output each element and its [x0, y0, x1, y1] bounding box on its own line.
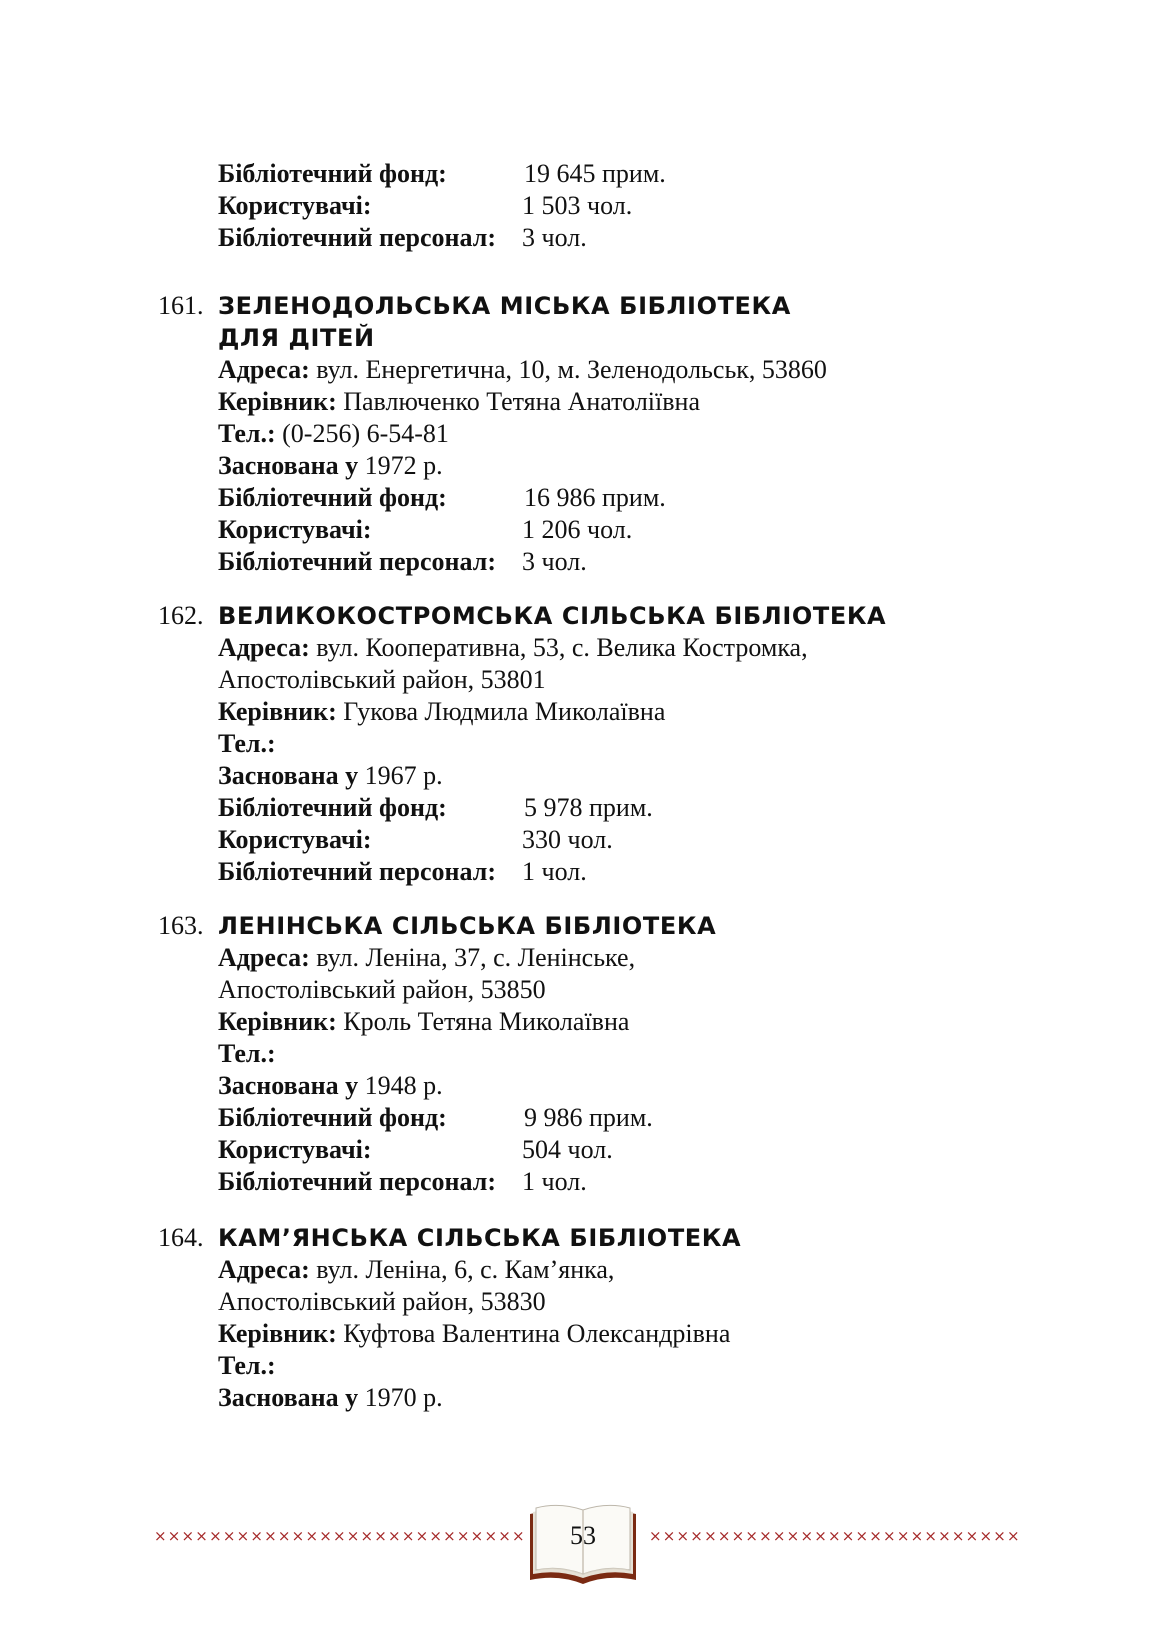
- head-line: [218, 1006, 998, 1038]
- fund-value: 16 986 прим.: [524, 483, 666, 512]
- founded-label: Заснована у: [218, 761, 359, 790]
- address-line: [218, 354, 998, 386]
- address-value: вул. Енергетична, 10, м. Зеленодольськ, 53860: [316, 355, 827, 384]
- users-value: 504 чол.: [522, 1135, 613, 1164]
- users-label: Користувачі:: [218, 1135, 372, 1164]
- staff-row: [218, 856, 998, 888]
- founded-line: [218, 1382, 998, 1414]
- page-footer: [0, 1500, 1164, 1590]
- head-label: Керівник:: [218, 1007, 337, 1036]
- entry-title: ВЕЛИКОКОСТРОМСЬКА СІЛЬСЬКА БІБЛІОТЕКА: [218, 602, 887, 630]
- founded-value: 1970 р.: [364, 1383, 443, 1412]
- founded-line: [218, 1070, 998, 1102]
- tel-line: [218, 728, 998, 760]
- address-line: [218, 1254, 998, 1286]
- tel-label: Тел.:: [218, 1039, 276, 1068]
- users-row: [218, 824, 998, 856]
- head-line: [218, 386, 998, 418]
- entry-title: ЛЕНІНСЬКА СІЛЬСЬКА БІБЛІОТЕКА: [218, 912, 717, 940]
- founded-label: Заснована у: [218, 1071, 359, 1100]
- staff-label: Бібліотечний персонал:: [218, 857, 496, 886]
- address-line: [218, 632, 998, 664]
- fund-label: Бібліотечний фонд:: [218, 483, 447, 512]
- tel-label: Тел.:: [218, 419, 276, 448]
- staff-row: [218, 546, 998, 578]
- staff-row: [218, 1166, 998, 1198]
- entry-title: ЗЕЛЕНОДОЛЬСЬКА МІСЬКА БІБЛІОТЕКА: [218, 292, 791, 320]
- address-line2: Апостолівський район, 53850: [218, 975, 546, 1004]
- users-value: 1 503 чол.: [522, 191, 633, 220]
- users-row: [218, 1134, 998, 1166]
- users-value: 1 206 чол.: [522, 515, 633, 544]
- fund-label: Бібліотечний фонд:: [218, 159, 447, 188]
- tel-value: (0-256) 6-54-81: [282, 419, 449, 448]
- entry-title-line2: ДЛЯ ДІТЕЙ: [218, 324, 375, 352]
- head-label: Керівник:: [218, 387, 337, 416]
- head-value: Куфтова Валентина Олександрівна: [343, 1319, 731, 1348]
- founded-value: 1972 р.: [364, 451, 443, 480]
- entry-title: КАМ’ЯНСЬКА СІЛЬСЬКА БІБЛІОТЕКА: [218, 1224, 742, 1252]
- founded-line: [218, 760, 998, 792]
- tel-line: [218, 1350, 998, 1382]
- founded-value: 1948 р.: [364, 1071, 443, 1100]
- head-value: Павлюченко Тетяна Анатоліївна: [343, 387, 700, 416]
- address-value: вул. Леніна, 6, с. Кам’янка,: [316, 1255, 615, 1284]
- fund-label: Бібліотечний фонд:: [218, 1103, 447, 1132]
- founded-label: Заснована у: [218, 451, 359, 480]
- ornament-left: ×××××××××××××××××××××××××××: [154, 1527, 526, 1545]
- users-label: Користувачі:: [218, 191, 372, 220]
- founded-value: 1967 р.: [364, 761, 443, 790]
- fund-value: 19 645 прим.: [524, 159, 666, 188]
- founded-line: [218, 450, 998, 482]
- tel-line: [218, 1038, 998, 1070]
- address-value: вул. Леніна, 37, с. Ленінське,: [316, 943, 636, 972]
- head-line: [218, 696, 998, 728]
- fund-row: [218, 1102, 998, 1134]
- founded-label: Заснована у: [218, 1383, 359, 1412]
- head-value: Гукова Людмила Миколаївна: [343, 697, 666, 726]
- entry-number: 161.: [158, 291, 204, 320]
- staff-label: Бібліотечний персонал:: [218, 1167, 496, 1196]
- head-line: [218, 1318, 998, 1350]
- address-label: Адреса:: [218, 355, 310, 384]
- head-label: Керівник:: [218, 697, 337, 726]
- entry-number: 162.: [158, 601, 204, 630]
- staff-value: 1 чол.: [522, 857, 587, 886]
- address-line2: Апостолівський район, 53830: [218, 1287, 546, 1316]
- address-line: [218, 942, 998, 974]
- entry-number: 164.: [158, 1223, 204, 1252]
- tel-line: [218, 418, 998, 450]
- ornament-right: ×××××××××××××××××××××××××××: [649, 1527, 1021, 1545]
- users-row: [218, 514, 998, 546]
- entry-number: 163.: [158, 911, 204, 940]
- fund-value: 9 986 прим.: [524, 1103, 653, 1132]
- staff-value: 1 чол.: [522, 1167, 587, 1196]
- staff-value: 3 чол.: [522, 547, 587, 576]
- address-value: вул. Кооперативна, 53, с. Велика Костромка,: [316, 633, 808, 662]
- address-line2: Апостолівський район, 53801: [218, 665, 546, 694]
- address-label: Адреса:: [218, 1255, 310, 1284]
- tel-label: Тел.:: [218, 729, 276, 758]
- fund-value: 5 978 прим.: [524, 793, 653, 822]
- staff-label: Бібліотечний персонал:: [218, 547, 496, 576]
- head-value: Кроль Тетяна Миколаївна: [343, 1007, 630, 1036]
- tel-label: Тел.:: [218, 1351, 276, 1380]
- staff-label: Бібліотечний персонал:: [218, 223, 496, 252]
- fund-label: Бібліотечний фонд:: [218, 793, 447, 822]
- address-label: Адреса:: [218, 943, 310, 972]
- staff-value: 3 чол.: [522, 223, 587, 252]
- page-number: 53: [570, 1521, 596, 1550]
- fund-row: [218, 792, 998, 824]
- address-label: Адреса:: [218, 633, 310, 662]
- head-label: Керівник:: [218, 1319, 337, 1348]
- users-label: Користувачі:: [218, 515, 372, 544]
- users-value: 330 чол.: [522, 825, 613, 854]
- fund-row: [218, 482, 998, 514]
- users-label: Користувачі:: [218, 825, 372, 854]
